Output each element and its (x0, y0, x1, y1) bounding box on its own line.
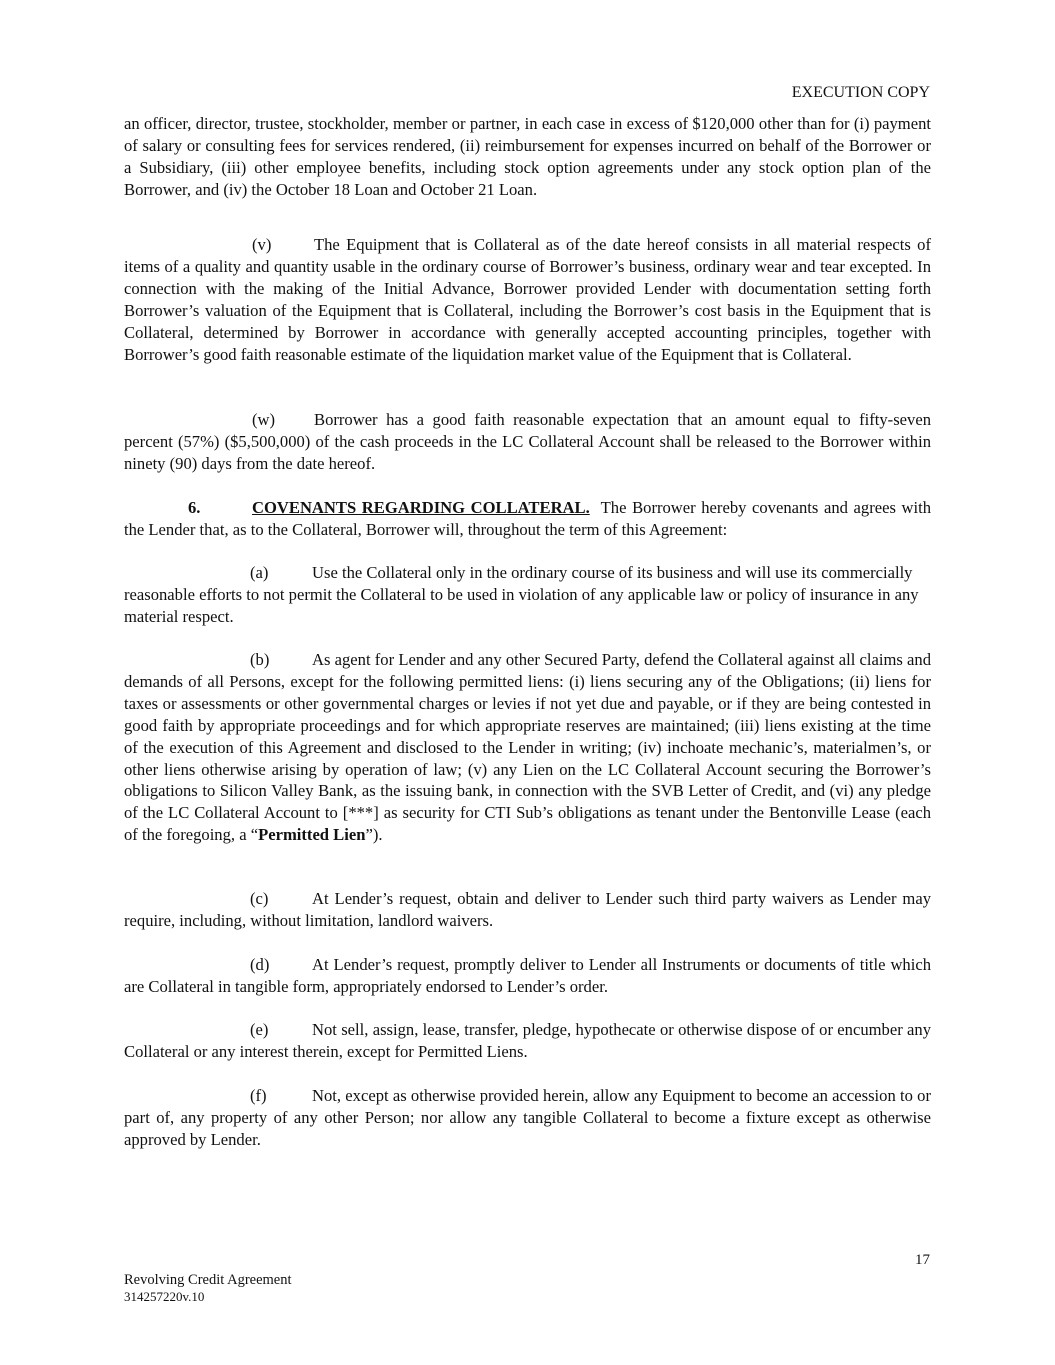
item-c (124, 888, 931, 932)
item-a-text: Use the Collateral only in the ordinary course of its business and will use its commercially reasonable efforts to not permit the Collateral to be used in violation of any applicable law or policy of insurance in any material respect. (124, 563, 919, 626)
item-b-tail: ”). (365, 825, 383, 845)
footer-document-id: 314257220v.10 (124, 1289, 205, 1304)
section-6-number: 6. (188, 498, 201, 517)
page-number: 17 (915, 1252, 930, 1268)
permitted-lien-term: Permitted Lien (258, 825, 366, 845)
item-a (124, 562, 931, 628)
paragraph-v-label: (v) (252, 235, 272, 254)
item-e (124, 1019, 931, 1063)
execution-copy-header: EXECUTION COPY (791, 84, 930, 101)
item-b-label: (b) (250, 650, 270, 669)
item-a-label: (a) (250, 563, 269, 582)
item-d (124, 954, 931, 998)
paragraph-v-text: The Equipment that is Collateral as of the date hereof consists in all material respects of items of a quality and quantity usable in the ordinary course of Borrower’s business, ordinary wear and tear excepted. In connection with the making of the Initial Advance, Borrower provided Lender with documentation setting forth Borrower’s valuation of the Equipment that is Collateral, including the Borrower’s cost basis in the Equipment that is Collateral, determined by Borrower in accordance with generally accepted accounting principles, together with Borrower’s good faith reasonable estimate of the liquidation market value of the Equipment that is Collateral. (124, 235, 931, 364)
paragraph-v (124, 234, 931, 365)
item-f-label: (f) (250, 1086, 267, 1105)
item-e-label: (e) (250, 1020, 269, 1039)
item-f-text: Not, except as otherwise provided herein, allow any Equipment to become an accession to or part of, any property of any other Person; nor allow any tangible Collateral to become a fixture except as otherwise approved by Lender. (124, 1086, 931, 1149)
item-d-text: At Lender’s request, promptly deliver to Lender all Instruments or documents of title which are Collateral in tangible form, appropriately endorsed to Lender’s order. (124, 955, 931, 996)
section-6 (124, 497, 931, 541)
section-6-title: COVENANTS REGARDING COLLATERAL. (252, 498, 590, 517)
item-b-text: As agent for Lender and any other Secured Party, defend the Collateral against all claims and demands of all Persons, except for the following permitted liens: (i) liens securing any of the Obligations; (ii) liens for taxes or assessments or other governmental charges or levies if not yet due and payable, or if they are being contested in good faith by appropriate proceedings and for which appropriate reserves are maintained; (iii) liens existing at the time of the execution of this Agreement and disclosed to the Lender in writing; (iv) inchoate mechanic’s, materialmen’s, or other liens otherwise arising by operation of law; (v) any Lien on the LC Collateral Account securing the Borrower’s obligations to Silicon Valley Bank, as the issuing bank, in connection with the SVB Letter of Credit, and (vi) any pledge of the LC Collateral Account to [***] as security for CTI Sub’s obligations as tenant under the Bentonville Lease (each of the foregoing, a “ (124, 650, 931, 845)
item-c-label: (c) (250, 889, 269, 908)
item-f (124, 1085, 931, 1151)
continuation-paragraph (124, 113, 931, 201)
footer-document-title: Revolving Credit Agreement (124, 1272, 292, 1288)
section-6-text: The Borrower hereby covenants and agrees with the Lender that, as to the Collateral, Borrower will, throughout the term of this Agreement: (124, 498, 932, 539)
paragraph-w (124, 409, 931, 475)
item-c-text: At Lender’s request, obtain and deliver to Lender such third party waivers as Lender may require, including, without limitation, landlord waivers. (124, 889, 931, 930)
paragraph-w-text: Borrower has a good faith reasonable expectation that an amount equal to fifty-seven percent (57%) ($5,500,000) of the cash proceeds in the LC Collateral Account shall be released to the Borrower within ninety (90) days from the date hereof. (124, 410, 931, 473)
continuation-text: an officer, director, trustee, stockholder, member or partner, in each case in excess of $120,000 other than for (i) payment of salary or consulting fees for services rendered, (ii) reimbursement for expenses incurred on behalf of the Borrower or a Subsidiary, (iii) other employee benefits, including stock option agreements under any stock option plan of the Borrower, and (iv) the October 18 Loan and October 21 Loan. (124, 114, 931, 199)
item-b (124, 649, 931, 846)
item-d-label: (d) (250, 955, 270, 974)
item-e-text: Not sell, assign, lease, transfer, pledge, hypothecate or otherwise dispose of or encumber any Collateral or any interest therein, except for Permitted Liens. (124, 1020, 931, 1061)
paragraph-w-label: (w) (252, 410, 276, 429)
